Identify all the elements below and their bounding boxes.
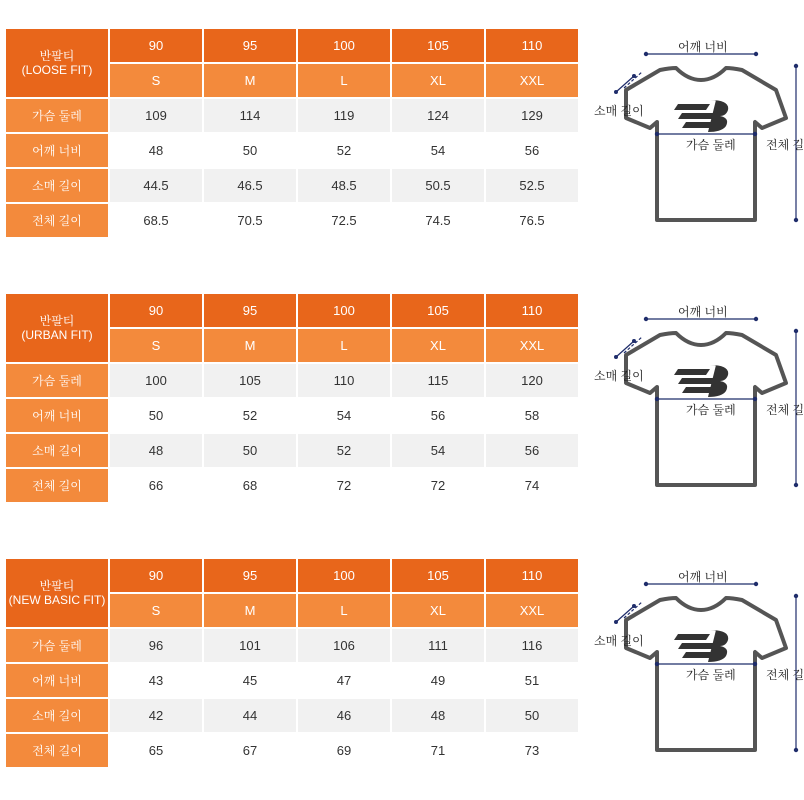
table-title-cell — [6, 559, 108, 627]
size-number: 110 — [486, 559, 578, 592]
size-letter: XXL — [486, 329, 578, 362]
size-letter: XL — [392, 594, 484, 627]
cell-value: 119 — [298, 99, 390, 132]
size-letter: S — [110, 329, 202, 362]
cell-value: 50.5 — [392, 169, 484, 202]
chest-label: 가슴 둘레 — [686, 138, 736, 152]
size-number: 100 — [298, 29, 390, 62]
cell-value: 51 — [486, 664, 578, 697]
total-length-label: 전체 길 — [766, 668, 804, 682]
cell-value: 56 — [486, 134, 578, 167]
size-letter: M — [204, 329, 296, 362]
size-letter: L — [298, 594, 390, 627]
cell-value: 48 — [110, 134, 202, 167]
size-letter: S — [110, 64, 202, 97]
cell-value: 50 — [204, 134, 296, 167]
cell-value: 44.5 — [110, 169, 202, 202]
cell-value: 46.5 — [204, 169, 296, 202]
table-title-cell — [6, 294, 108, 362]
cell-value: 72.5 — [298, 204, 390, 237]
new-balance-logo-icon — [674, 100, 728, 132]
tshirt-diagram-2 — [590, 303, 804, 503]
cell-value: 69 — [298, 734, 390, 767]
cell-value: 58 — [486, 399, 578, 432]
size-number: 110 — [486, 29, 578, 62]
size-letter: XXL — [486, 64, 578, 97]
cell-value: 52 — [298, 134, 390, 167]
cell-value: 72 — [392, 469, 484, 502]
cell-value: 105 — [204, 364, 296, 397]
sleeve-length-label: 소매 길이 — [594, 369, 644, 383]
cell-value: 73 — [486, 734, 578, 767]
size-table-urban — [4, 292, 580, 504]
tshirt-diagram-1 — [590, 38, 804, 238]
shoulder-width-label: 어깨 너비 — [678, 305, 728, 319]
cell-value: 106 — [298, 629, 390, 662]
cell-value: 68.5 — [110, 204, 202, 237]
table-title: 반팔티 — [39, 49, 75, 63]
cell-value: 110 — [298, 364, 390, 397]
size-letter: XL — [392, 64, 484, 97]
row-label: 가슴 둘레 — [6, 99, 108, 132]
cell-value: 54 — [298, 399, 390, 432]
cell-value: 96 — [110, 629, 202, 662]
row-label: 어깨 너비 — [6, 399, 108, 432]
row-label: 가슴 둘레 — [6, 364, 108, 397]
size-number: 95 — [204, 294, 296, 327]
cell-value: 54 — [392, 434, 484, 467]
table-row — [6, 629, 578, 662]
size-number: 105 — [392, 29, 484, 62]
table-row — [6, 434, 578, 467]
sleeve-length-label: 소매 길이 — [594, 634, 644, 648]
row-label: 전체 길이 — [6, 734, 108, 767]
table-title: 반팔티 — [39, 579, 75, 593]
cell-value: 52 — [204, 399, 296, 432]
table-row — [6, 469, 578, 502]
cell-value: 114 — [204, 99, 296, 132]
size-number: 100 — [298, 294, 390, 327]
cell-value: 47 — [298, 664, 390, 697]
shoulder-width-label: 어깨 너비 — [678, 570, 728, 584]
row-label: 가슴 둘레 — [6, 629, 108, 662]
cell-value: 45 — [204, 664, 296, 697]
cell-value: 76.5 — [486, 204, 578, 237]
cell-value: 100 — [110, 364, 202, 397]
table-fit: (URBAN FIT) — [21, 328, 93, 342]
cell-value: 124 — [392, 99, 484, 132]
cell-value: 71 — [392, 734, 484, 767]
row-label: 소매 길이 — [6, 699, 108, 732]
size-table-loose — [4, 27, 580, 239]
cell-value: 48 — [110, 434, 202, 467]
row-label: 소매 길이 — [6, 169, 108, 202]
cell-value: 120 — [486, 364, 578, 397]
cell-value: 50 — [486, 699, 578, 732]
size-number: 95 — [204, 559, 296, 592]
chest-label: 가슴 둘레 — [686, 668, 736, 682]
size-number: 100 — [298, 559, 390, 592]
size-number: 90 — [110, 559, 202, 592]
size-letter: XL — [392, 329, 484, 362]
cell-value: 65 — [110, 734, 202, 767]
cell-value: 56 — [486, 434, 578, 467]
size-letter: L — [298, 64, 390, 97]
cell-value: 72 — [298, 469, 390, 502]
size-number: 105 — [392, 559, 484, 592]
table-fit: (LOOSE FIT) — [21, 63, 93, 77]
size-number: 105 — [392, 294, 484, 327]
table-row — [6, 169, 578, 202]
table-fit: (NEW BASIC FIT) — [8, 593, 106, 607]
table-row — [6, 204, 578, 237]
size-letter: L — [298, 329, 390, 362]
size-number: 95 — [204, 29, 296, 62]
sleeve-length-label: 소매 길이 — [594, 104, 644, 118]
cell-value: 70.5 — [204, 204, 296, 237]
cell-value: 115 — [392, 364, 484, 397]
table-row — [6, 664, 578, 697]
row-label: 어깨 너비 — [6, 134, 108, 167]
cell-value: 56 — [392, 399, 484, 432]
size-letter: S — [110, 594, 202, 627]
row-label: 전체 길이 — [6, 469, 108, 502]
cell-value: 48 — [392, 699, 484, 732]
cell-value: 116 — [486, 629, 578, 662]
total-length-label: 전체 길 — [766, 403, 804, 417]
cell-value: 52 — [298, 434, 390, 467]
new-balance-logo-icon — [674, 365, 728, 397]
table-row — [6, 364, 578, 397]
table-row — [6, 99, 578, 132]
table-row — [6, 699, 578, 732]
size-letter: M — [204, 64, 296, 97]
cell-value: 46 — [298, 699, 390, 732]
size-number: 90 — [110, 29, 202, 62]
table-title: 반팔티 — [39, 314, 75, 328]
cell-value: 54 — [392, 134, 484, 167]
cell-value: 129 — [486, 99, 578, 132]
cell-value: 42 — [110, 699, 202, 732]
cell-value: 44 — [204, 699, 296, 732]
cell-value: 43 — [110, 664, 202, 697]
cell-value: 52.5 — [486, 169, 578, 202]
cell-value: 50 — [204, 434, 296, 467]
table-row — [6, 134, 578, 167]
cell-value: 111 — [392, 629, 484, 662]
table-row — [6, 399, 578, 432]
row-label: 전체 길이 — [6, 204, 108, 237]
cell-value: 66 — [110, 469, 202, 502]
cell-value: 74.5 — [392, 204, 484, 237]
tshirt-diagram-3 — [590, 568, 804, 768]
row-label: 소매 길이 — [6, 434, 108, 467]
size-table-new-basic — [4, 557, 580, 769]
table-title-cell — [6, 29, 108, 97]
total-length-label: 전체 길 — [766, 138, 804, 152]
row-label: 어깨 너비 — [6, 664, 108, 697]
chest-label: 가슴 둘레 — [686, 403, 736, 417]
table-row — [6, 734, 578, 767]
new-balance-logo-icon — [674, 630, 728, 662]
cell-value: 67 — [204, 734, 296, 767]
cell-value: 101 — [204, 629, 296, 662]
cell-value: 109 — [110, 99, 202, 132]
size-letter: XXL — [486, 594, 578, 627]
cell-value: 48.5 — [298, 169, 390, 202]
cell-value: 74 — [486, 469, 578, 502]
size-number: 110 — [486, 294, 578, 327]
cell-value: 50 — [110, 399, 202, 432]
size-letter: M — [204, 594, 296, 627]
cell-value: 49 — [392, 664, 484, 697]
cell-value: 68 — [204, 469, 296, 502]
size-number: 90 — [110, 294, 202, 327]
shoulder-width-label: 어깨 너비 — [678, 40, 728, 54]
